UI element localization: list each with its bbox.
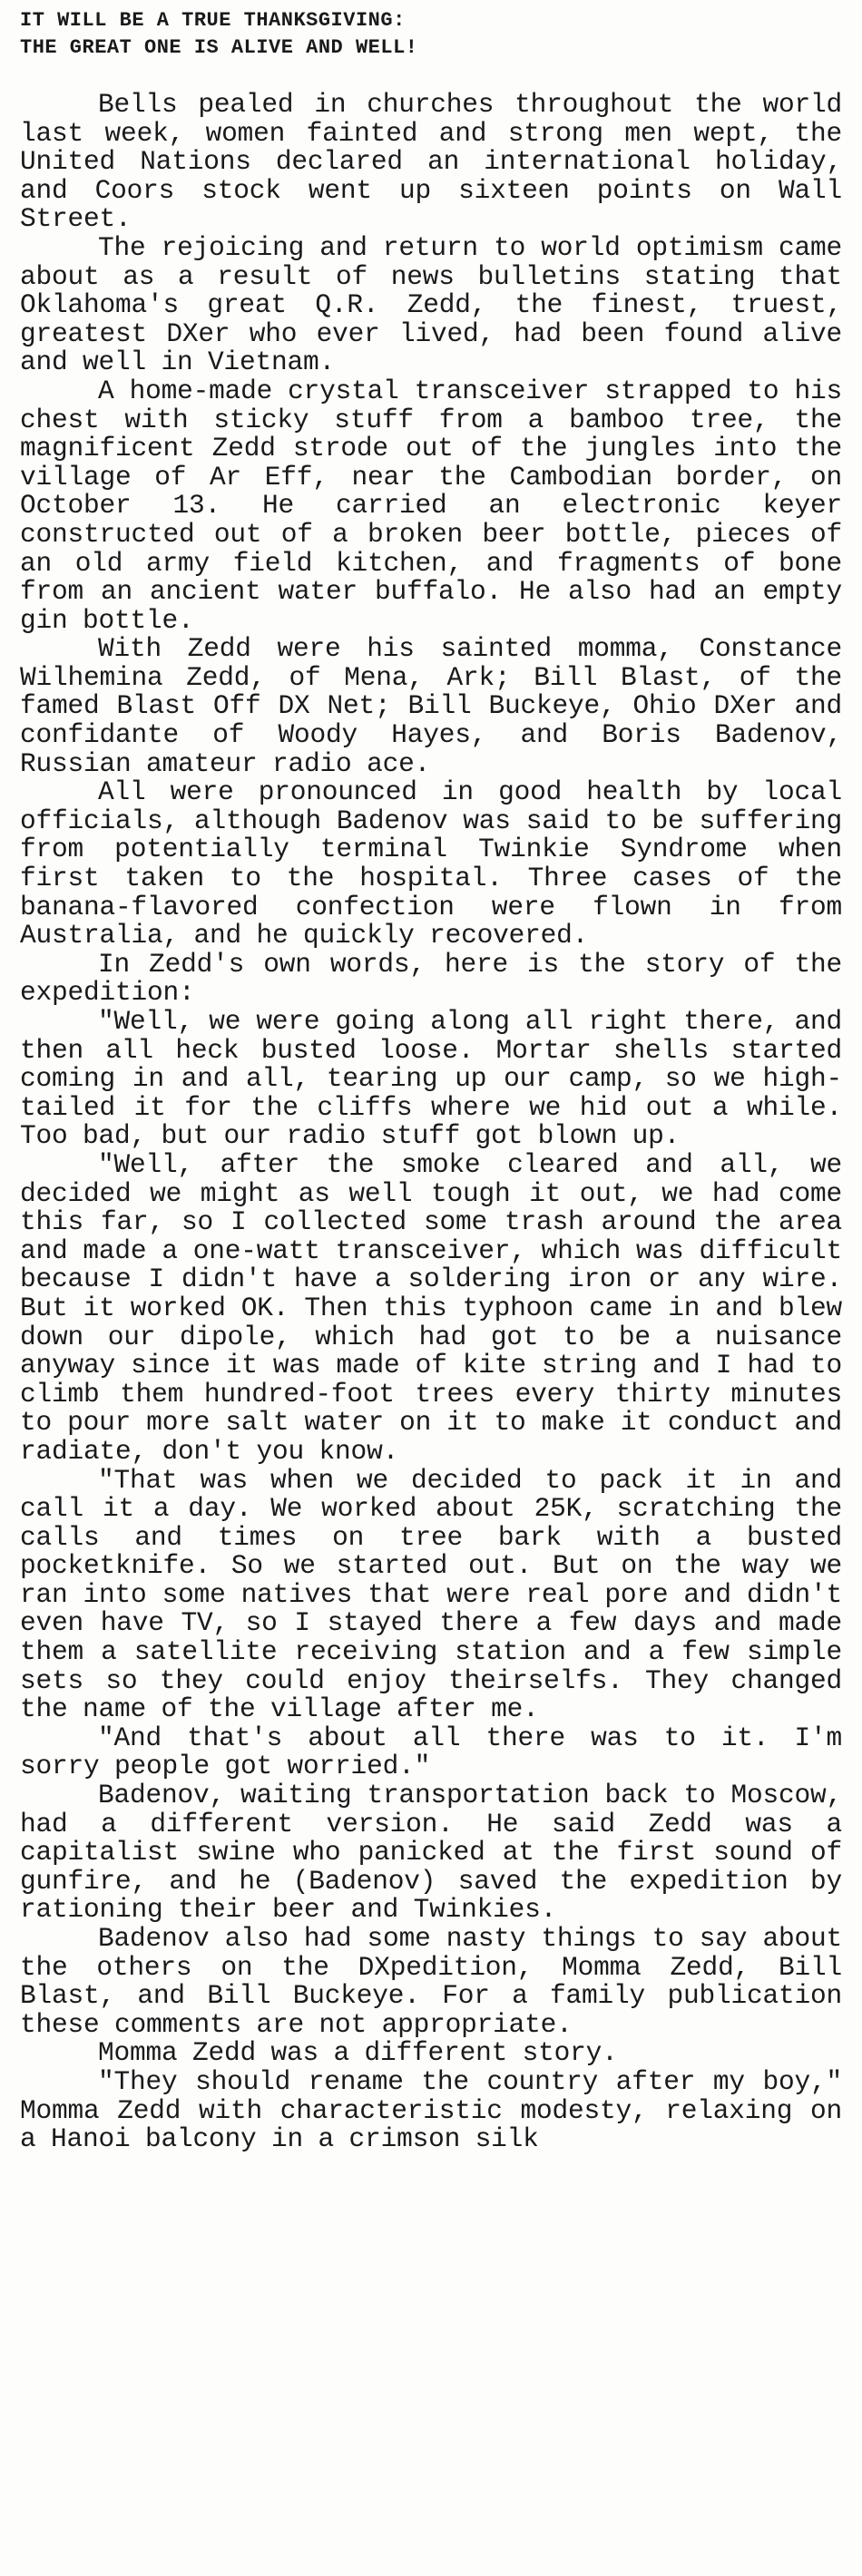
paragraph: "And that's about all there was to it. I'm sorry people got worried."	[20, 1722, 842, 1782]
paragraph: "Well, after the smoke cleared and all, we decided we might as well tough it out, we had come this far, so I collected some trash around the area and made a one-watt transceiver, which was difficult because I didn't have a soldering iron or any wire. But it worked OK. Then this typhoon came in and blew down our dipole, which had got to be a nuisance anyway since it was made of kite string and I had to climb them hundred-foot trees every thirty minutes to pour more salt water on it to make it conduct and radiate, don't you know.	[20, 1148, 842, 1467]
paragraph: Bells pealed in churches throughout the world last week, women fainted and strong men wept, the United Nations declared an international holiday, and Coors stock went up sixteen points on Wall Street.	[20, 89, 842, 235]
paragraph: All were pronounced in good health by local officials, although Badenov was said to be suffering from potentially terminal Twinkie Syndrome when first taken to the hospital. Three cases of the banana-flavored confection were flown in from Australia, and he quickly recovered.	[20, 776, 842, 951]
article-body	[20, 91, 842, 2154]
paragraph: "They should rename the country after my boy," Momma Zedd with characteristic modesty, relaxing on a Hanoi balcony in a crimson silk	[20, 2065, 842, 2155]
headline-line-1: IT WILL BE A TRUE THANKSGIVING:	[20, 9, 406, 32]
paragraph: Momma Zedd was a different story.	[98, 2037, 618, 2069]
paragraph: Badenov, waiting transportation back to Moscow, had a different version. He said Zedd was a capitalist swine who panicked at the first sound of gunfire, and he (Badenov) saved the expedition by rationing their beer and Twinkies.	[20, 1780, 842, 1926]
paragraph: In Zedd's own words, here is the story of the expedition:	[20, 948, 842, 1009]
paragraph: With Zedd were his sainted momma, Constance Wilhemina Zedd, of Mena, Ark; Bill Blast, of the famed Blast Off DX Net; Bill Buckeye, Ohio DXer and confidante of Woody Hayes, and Boris Badenov, Russian amateur radio ace.	[20, 633, 842, 779]
headline-line-2: THE GREAT ONE IS ALIVE AND WELL!	[20, 36, 418, 59]
headline	[20, 7, 855, 62]
paragraph: "Well, we were going along all right there, and then all heck busted loose. Mortar shells started coming in and all, tearing up our camp, so we high-tailed it for the cliffs where we hid out a while. Too bad, but our radio stuff got blown up.	[20, 1006, 842, 1152]
paragraph: "That was when we decided to pack it in and call it a day. We worked about 25K, scratching the calls and times on tree bark with a busted pocketknife. So we started out. But on the way we ran into some natives that were real pore and didn't even have TV, so I stayed there a few days and made them a satellite receiving station and a few simple sets so they could enjoy theirselfs. They changed the name of the village after me.	[20, 1464, 842, 1725]
paragraph: The rejoicing and return to world optimism came about as a result of news bulletins stating that Oklahoma's great Q.R. Zedd, the finest, truest, greatest DXer who ever lived, had been found alive and well in Vietnam.	[20, 231, 842, 378]
paragraph: Badenov also had some nasty things to say about the others on the DXpedition, Momma Zedd, Bill Blast, and Bill Buckeye. For a family publication these comments are not appropriate.	[20, 1923, 842, 2040]
paragraph: A home-made crystal transceiver strapped to his chest with sticky stuff from a bamboo tree, the magnificent Zedd strode out of the jungles into the village of Ar Eff, near the Cambodian border, on October 13. He carried an electronic keyer constructed out of a broken beer bottle, pieces of an old army field kitchen, and fragments of bone from an ancient water buffalo. He also had an empty gin bottle.	[20, 375, 842, 636]
